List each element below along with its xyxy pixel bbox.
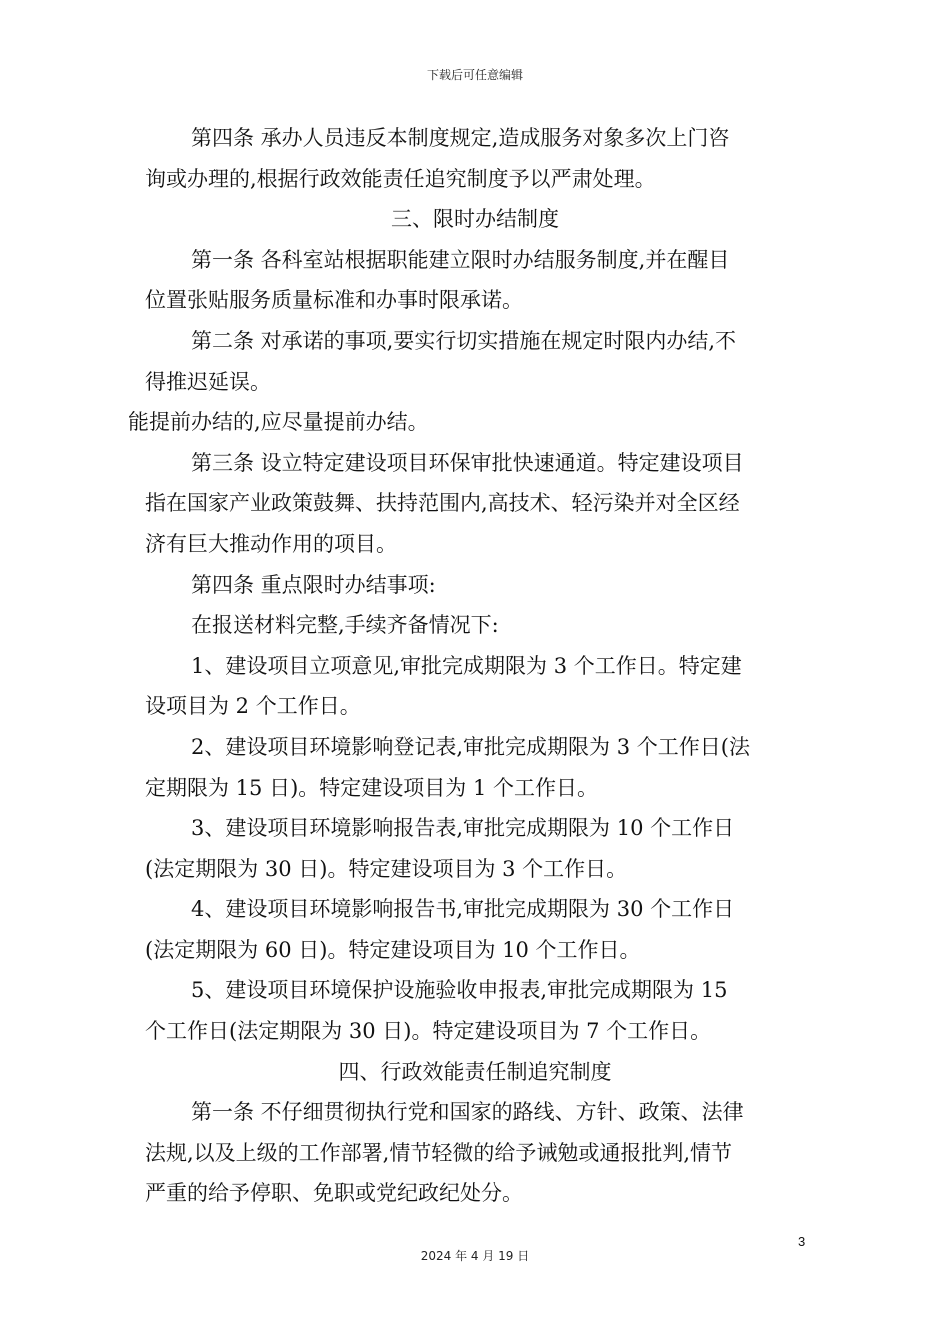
text-line: 第四条 重点限时办结事项: — [191, 572, 436, 597]
text-line: 4、建设项目环境影响报告书,审批完成期限为 30 个工作日 — [191, 897, 735, 922]
text-line: 第三条 设立特定建设项目环保审批快速通道。特定建设项目 — [191, 450, 744, 475]
text-line: 1、建设项目立项意见,审批完成期限为 3 个工作日。特定建 — [191, 653, 742, 678]
text-line: 法规,以及上级的工作部署,情节轻微的给予诫勉或通报批判,情节 — [145, 1140, 733, 1165]
section-heading: 三、限时办结制度 — [391, 207, 559, 232]
text-line: 设项目为 2 个工作日。 — [145, 694, 361, 719]
text-line: 询或办理的,根据行政效能责任追究制度予以严肃处理。 — [145, 166, 656, 191]
text-line: 3、建设项目环境影响报告表,审批完成期限为 10 个工作日 — [191, 816, 735, 841]
text-line: (法定期限为 30 日)。特定建设项目为 3 个工作日。 — [145, 856, 628, 881]
text-line: 定期限为 15 日)。特定建设项目为 1 个工作日。 — [145, 775, 598, 800]
page-number: 3 — [798, 1234, 806, 1249]
document-body — [0, 118, 950, 1214]
text-line: 5、建设项目环境保护设施验收申报表,审批完成期限为 15 — [191, 978, 728, 1003]
page-header: 下载后可任意编辑 — [426, 68, 523, 82]
text-line: 济有巨大推动作用的项目。 — [145, 531, 397, 556]
page-footer-date: 2024 年 4 月 19 日 — [420, 1249, 530, 1263]
text-line: 位置张贴服务质量标准和办事时限承诺。 — [145, 288, 523, 313]
text-line: 个工作日(法定期限为 30 日)。特定建设项目为 7 个工作日。 — [145, 1019, 712, 1044]
text-line: 第一条 不仔细贯彻执行党和国家的路线、方针、政策、法律 — [191, 1100, 744, 1125]
text-line: 第一条 各科室站根据职能建立限时办结服务制度,并在醒目 — [191, 247, 730, 272]
text-line: 严重的给予停职、免职或党纪政纪处分。 — [145, 1181, 523, 1206]
text-line: 指在国家产业政策鼓舞、扶持范围内,高技术、轻污染并对全区经 — [145, 491, 740, 516]
text-line: 得推迟延误。 — [145, 369, 271, 394]
text-line: (法定期限为 60 日)。特定建设项目为 10 个工作日。 — [145, 937, 641, 962]
section-heading: 四、行政效能责任制追究制度 — [338, 1059, 612, 1084]
text-line: 第四条 承办人员违反本制度规定,造成服务对象多次上门咨 — [191, 126, 730, 150]
text-line: 在报送材料完整,手续齐备情况下: — [191, 613, 499, 638]
text-line: 能提前办结的,应尽量提前办结。 — [128, 410, 429, 435]
text-line: 2、建设项目环境影响登记表,审批完成期限为 3 个工作日(法 — [191, 734, 750, 759]
text-line: 第二条 对承诺的事项,要实行切实措施在规定时限内办结,不 — [191, 328, 737, 353]
